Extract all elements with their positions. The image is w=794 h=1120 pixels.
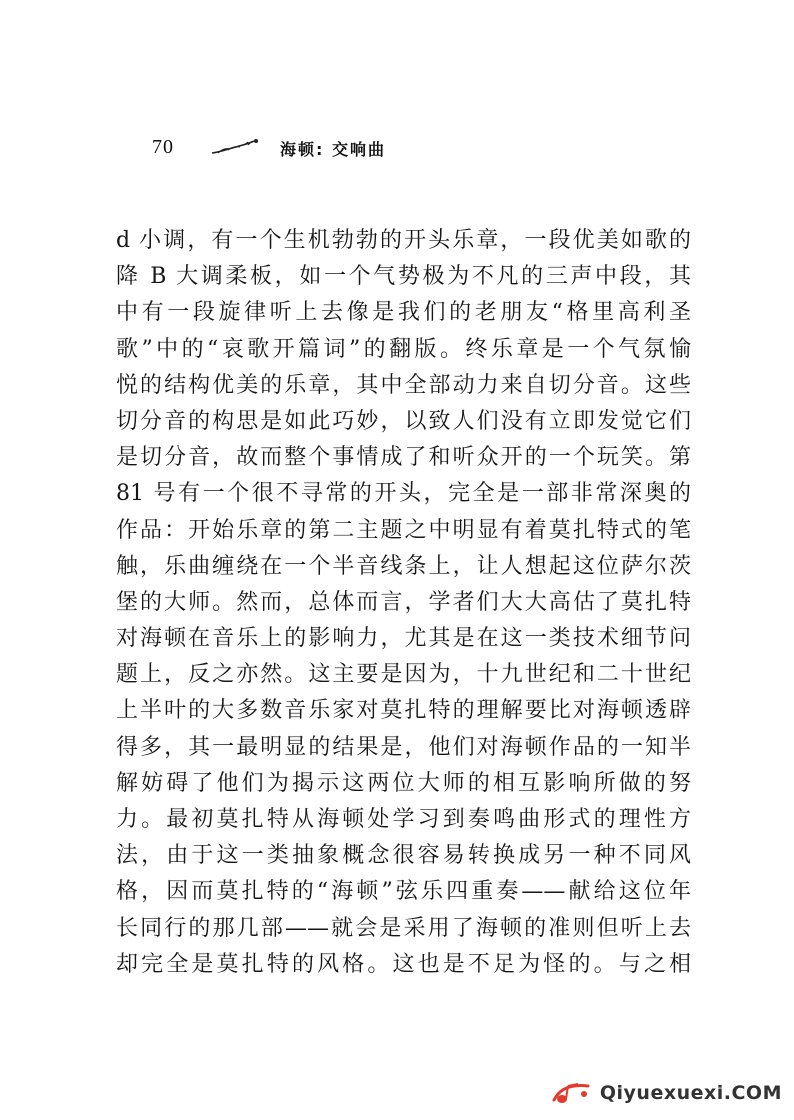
text-line: 81 号有一个很不寻常的开头，完全是一部非常深奥的	[116, 481, 691, 507]
text-line: 悦的结构优美的乐章，其中全部动力来自切分音。这些	[116, 372, 691, 398]
flourish-ornament-icon	[210, 138, 262, 156]
text-line: 中有一段旋律听上去像是我们的老朋友“格里高利圣	[116, 300, 691, 326]
text-line: 长同行的那几部——就会是采用了海顿的准则但听上去	[116, 915, 691, 941]
watermark-text: Qiyuexuexi.COM	[599, 1082, 782, 1104]
page-number: 70	[152, 136, 174, 158]
text-line: 是切分音，故而整个事情成了和听众开的一个玩笑。第	[116, 445, 691, 471]
body-text	[116, 223, 691, 983]
text-line: 堡的大师。然而，总体而言，学者们大大高估了莫扎特	[116, 589, 691, 615]
text-line: 歌”中的“哀歌开篇词”的翻版。终乐章是一个气氛愉	[116, 336, 691, 362]
text-line: 切分音的构思是如此巧妙，以致人们没有立即发觉它们	[116, 408, 691, 434]
text-line: 力。最初莫扎特从海顿处学习到奏鸣曲形式的理性方	[116, 807, 691, 832]
text-line: 触，乐曲缠绕在一个半音线条上，让人想起这位萨尔茨	[116, 553, 691, 579]
page-header	[152, 136, 512, 166]
text-line: 解妨碍了他们为揭示这两位大师的相互影响所做的努	[116, 770, 691, 796]
text-line: 得多，其一最明显的结果是，他们对海顿作品的一知半	[116, 734, 691, 760]
text-line: 格，因而莫扎特的“海顿”弦乐四重奏——献给这位年	[116, 879, 691, 905]
text-line: 对海顿在音乐上的影响力，尤其是在这一类技术细节问	[116, 626, 691, 652]
music-note-logo-icon	[550, 1080, 594, 1106]
site-watermark	[550, 1080, 782, 1106]
text-line: d 小调，有一个生机勃勃的开头乐章，一段优美如歌的	[116, 228, 691, 253]
text-line: 法，由于这一类抽象概念很容易转换成另一种不同风	[116, 843, 691, 869]
running-title: 海顿: 交响曲	[280, 140, 386, 159]
text-line: 降 B 大调柔板，如一个气势极为不凡的三声中段，其	[116, 264, 691, 290]
text-line: 题上，反之亦然。这主要是因为，十九世纪和二十世纪	[116, 662, 691, 688]
text-line: 却完全是莫扎特的风格。这也是不足为怪的。与之相	[116, 951, 691, 977]
text-line: 作品：开始乐章的第二主题之中明显有着莫扎特式的笔	[116, 517, 691, 543]
text-line: 上半叶的大多数音乐家对莫扎特的理解要比对海顿透辟	[116, 698, 691, 724]
